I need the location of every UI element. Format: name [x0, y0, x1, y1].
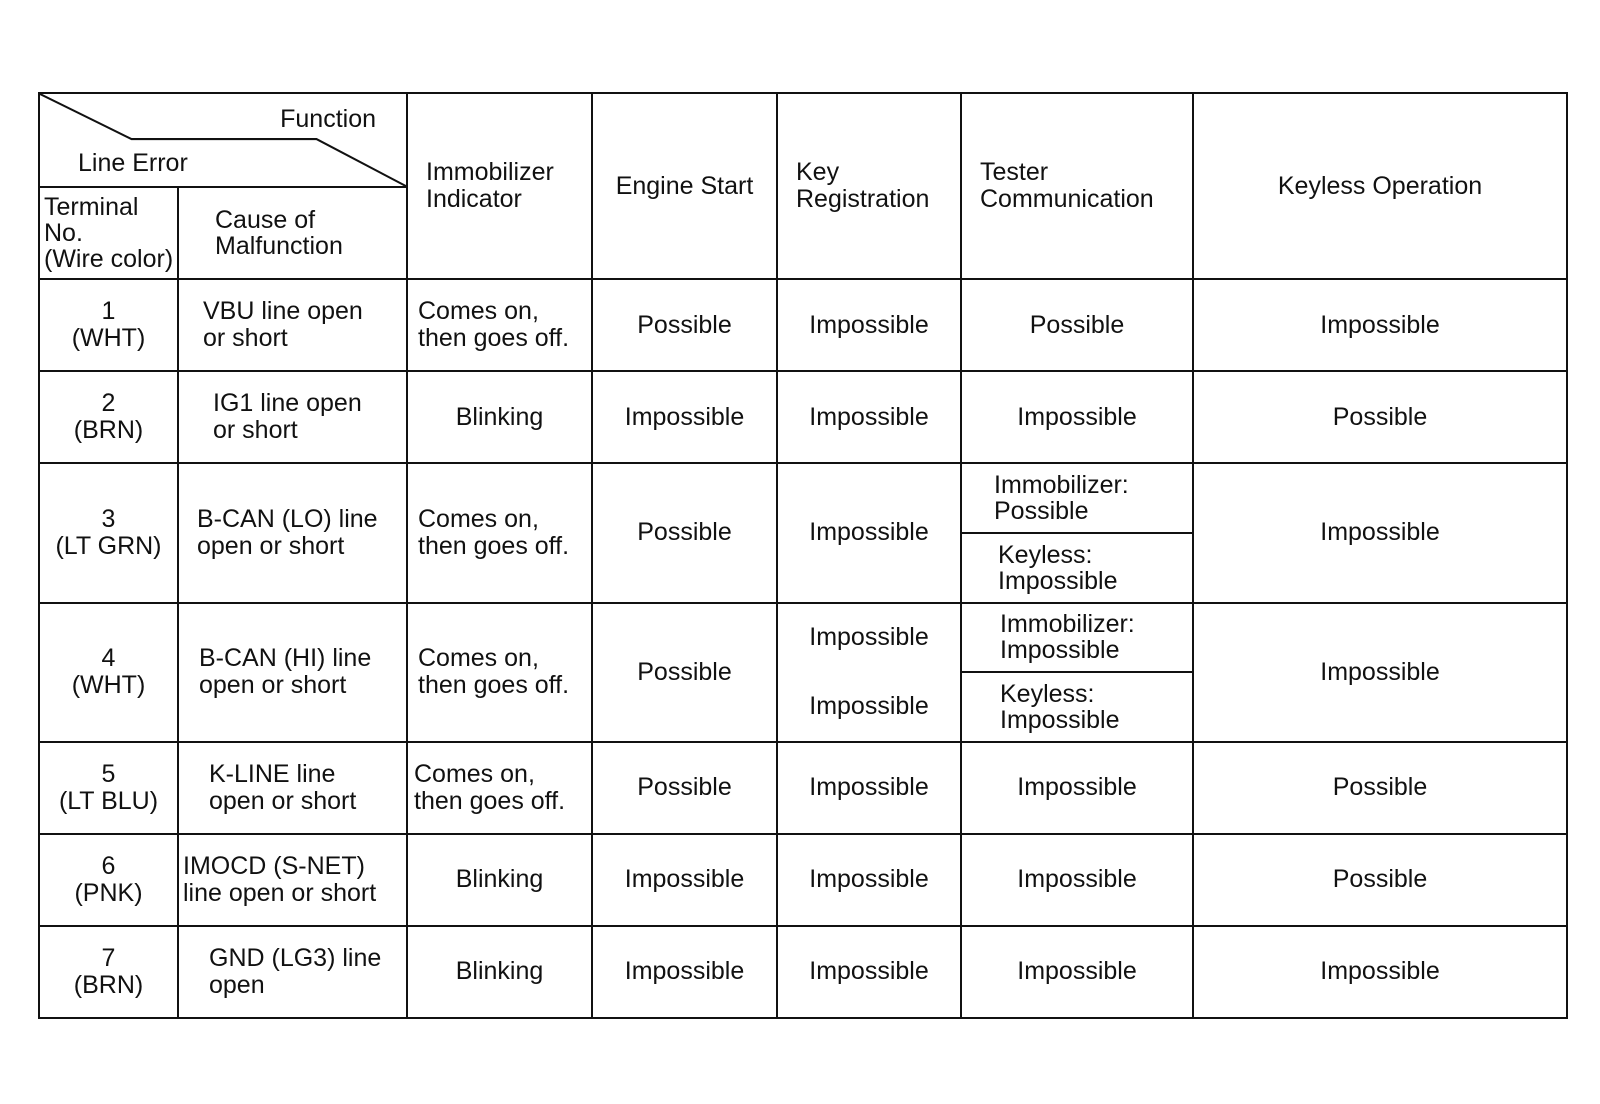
cause-cell: B-CAN (LO) line open or short — [178, 463, 407, 602]
cause-cell: GND (LG3) line open — [178, 926, 407, 1018]
malfunction-table-wrapper — [38, 92, 1566, 1019]
indicator-cell: Comes on, then goes off. — [407, 463, 592, 602]
key-registration-cell: Impossible — [777, 463, 961, 602]
terminal-cell: 1 (WHT) — [39, 279, 178, 371]
key-registration-cell: Impossible — [777, 279, 961, 371]
table-row — [39, 926, 1567, 1018]
table-row — [39, 603, 1567, 673]
terminal-cell: 7 (BRN) — [39, 926, 178, 1018]
engine-start-cell: Possible — [592, 742, 777, 834]
col-header-cause: Cause of Malfunction — [178, 187, 407, 279]
terminal-cell: 6 (PNK) — [39, 834, 178, 926]
col-header-immobilizer-indicator: Immobilizer Indicator — [407, 93, 592, 279]
table-row — [39, 463, 1567, 533]
key-registration-cell: Impossible — [777, 926, 961, 1018]
function-label: Function — [280, 105, 376, 133]
terminal-cell: 2 (BRN) — [39, 371, 178, 463]
table-row — [39, 742, 1567, 834]
terminal-cell: 4 (WHT) — [39, 603, 178, 742]
tester-communication-cell: Possible — [961, 279, 1193, 371]
header-row-top — [39, 93, 1567, 187]
tester-keyless-cell: Keyless: Impossible — [961, 533, 1193, 603]
table-row — [39, 371, 1567, 463]
indicator-cell: Blinking — [407, 926, 592, 1018]
engine-start-cell: Impossible — [592, 834, 777, 926]
engine-start-cell: Possible — [592, 463, 777, 602]
keyless-operation-cell: Possible — [1193, 834, 1567, 926]
cause-cell: K-LINE line open or short — [178, 742, 407, 834]
keyless-operation-cell: Impossible — [1193, 603, 1567, 742]
terminal-cell: 3 (LT GRN) — [39, 463, 178, 602]
diagonal-corner-cell — [39, 93, 407, 187]
key-registration-cell: Impossible — [777, 371, 961, 463]
cause-cell: IG1 line open or short — [178, 371, 407, 463]
col-header-terminal: Terminal No. (Wire color) — [39, 187, 178, 279]
keyless-operation-cell: Possible — [1193, 371, 1567, 463]
keyless-operation-cell: Impossible — [1193, 926, 1567, 1018]
tester-immobilizer-cell: Immobilizer: Possible — [961, 463, 1193, 533]
cause-cell: IMOCD (S-NET) line open or short — [178, 834, 407, 926]
engine-start-cell: Possible — [592, 603, 777, 742]
keyless-operation-cell: Impossible — [1193, 463, 1567, 602]
indicator-cell: Comes on, then goes off. — [407, 603, 592, 742]
indicator-cell: Comes on, then goes off. — [407, 742, 592, 834]
table-row — [39, 834, 1567, 926]
terminal-cell: 5 (LT BLU) — [39, 742, 178, 834]
tester-communication-cell: Impossible — [961, 834, 1193, 926]
key-registration-cell-upper: Impossible — [777, 603, 961, 673]
col-header-engine-start: Engine Start — [592, 93, 777, 279]
keyless-operation-cell: Possible — [1193, 742, 1567, 834]
key-registration-cell-lower: Impossible — [777, 672, 961, 742]
indicator-cell: Blinking — [407, 371, 592, 463]
cause-cell: VBU line open or short — [178, 279, 407, 371]
col-header-key-registration: Key Registration — [777, 93, 961, 279]
keyless-operation-cell: Impossible — [1193, 279, 1567, 371]
indicator-cell: Blinking — [407, 834, 592, 926]
key-registration-cell: Impossible — [777, 834, 961, 926]
line-error-function-table — [38, 92, 1568, 1019]
col-header-tester-communication: Tester Communication — [961, 93, 1193, 279]
engine-start-cell: Impossible — [592, 926, 777, 1018]
table-row — [39, 279, 1567, 371]
engine-start-cell: Possible — [592, 279, 777, 371]
indicator-cell: Comes on, then goes off. — [407, 279, 592, 371]
line-error-label: Line Error — [78, 149, 188, 177]
key-registration-cell: Impossible — [777, 742, 961, 834]
tester-communication-cell: Impossible — [961, 371, 1193, 463]
col-header-keyless-operation: Keyless Operation — [1193, 93, 1567, 279]
tester-keyless-cell: Keyless: Impossible — [961, 672, 1193, 742]
tester-communication-cell: Impossible — [961, 742, 1193, 834]
engine-start-cell: Impossible — [592, 371, 777, 463]
tester-immobilizer-cell: Immobilizer: Impossible — [961, 603, 1193, 673]
cause-cell: B-CAN (HI) line open or short — [178, 603, 407, 742]
tester-communication-cell: Impossible — [961, 926, 1193, 1018]
